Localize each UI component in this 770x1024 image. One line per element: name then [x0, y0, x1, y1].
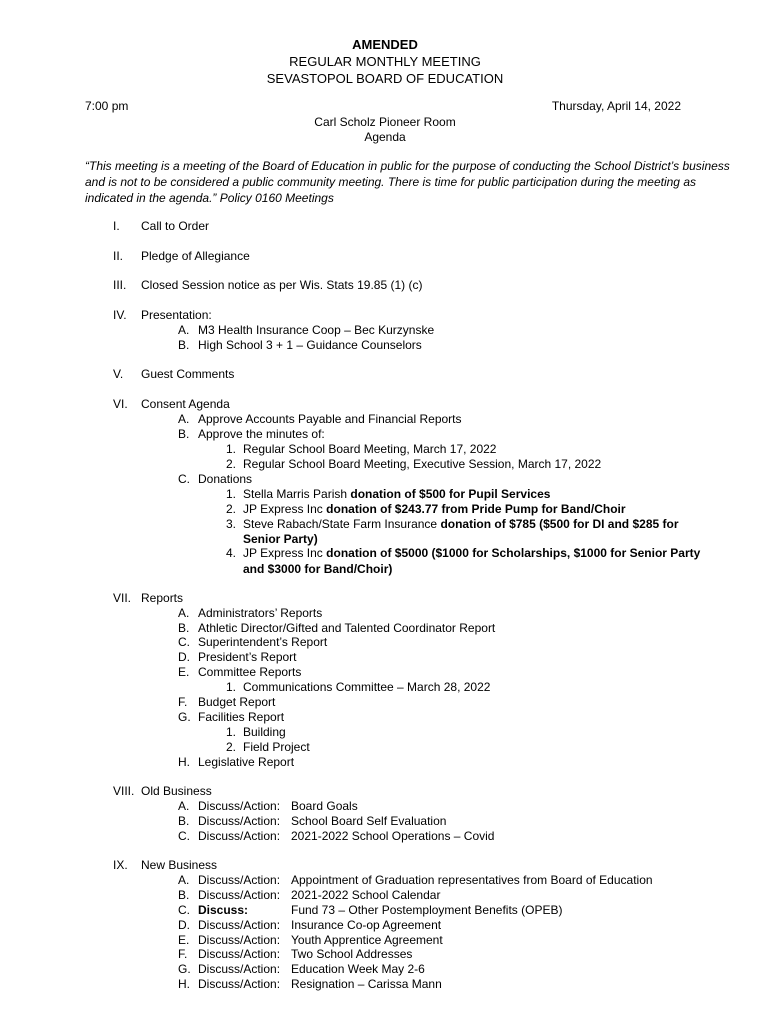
board-name: SEVASTOPOL BOARD OF EDUCATION — [266, 71, 504, 86]
list-item: A. Approve Accounts Payable and Financial Reports — [178, 412, 462, 426]
amended-label: AMENDED — [352, 37, 418, 52]
list-item: C. Discuss/Action: 2021-2022 School Operations – Covid — [178, 829, 495, 843]
donation-item: 2. JP Express Inc donation of $243.77 from Pride Pump for Band/Choir — [226, 502, 626, 516]
section-number: III. — [113, 278, 127, 292]
list-item: A. Discuss/Action: Appointment of Graduation representatives from Board of Education — [178, 873, 653, 887]
section-number: VIII. — [113, 784, 135, 798]
section-number: IX. — [113, 858, 128, 872]
section-old-business: Old Business — [141, 784, 212, 798]
donation-item-continued: Senior Party) — [243, 532, 318, 546]
list-item: B. Athletic Director/Gifted and Talented Coordinator Report — [178, 621, 496, 635]
list-item: B. Discuss/Action: 2021-2022 School Calendar — [178, 888, 441, 902]
list-item: E. Committee Reports — [178, 665, 302, 679]
meeting-title: REGULAR MONTHLY MEETING — [289, 54, 481, 69]
list-item: C. Discuss: Fund 73 – Other Postemployment Benefits (OPEB) — [178, 903, 563, 917]
section-number: VII. — [113, 591, 132, 605]
list-item: D. President’s Report — [178, 650, 297, 664]
list-item: B. Discuss/Action: School Board Self Evaluation — [178, 814, 447, 828]
section-number: IV. — [113, 308, 127, 322]
meeting-time: 7:00 pm — [85, 99, 129, 113]
list-item: 1. Communications Committee – March 28, 2022 — [226, 680, 491, 694]
section-number: V. — [113, 367, 124, 381]
list-item: 1. Regular School Board Meeting, March 17, 2022 — [226, 442, 497, 456]
list-item: A. Administrators’ Reports — [178, 606, 323, 620]
list-item: G. Facilities Report — [178, 710, 285, 724]
list-item: F. Discuss/Action: Two School Addresses — [178, 947, 413, 961]
list-item: C. Superintendent’s Report — [178, 635, 328, 649]
section-call-to-order: Call to Order — [141, 219, 210, 233]
intro-statement: “This meeting is a meeting of the Board of Education in public for the purpose of conducting the School District’s business and is not to be considered a public community meeting. There is time for public participation during the meeting as indicated in the agenda.” Policy 0160 Meetings — [85, 159, 730, 205]
list-item: A. Discuss/Action: Board Goals — [178, 799, 358, 813]
section-guest-comments: Guest Comments — [141, 367, 235, 381]
agenda-label: Agenda — [364, 130, 406, 144]
section-presentation: Presentation: — [141, 308, 212, 322]
meeting-room: Carl Scholz Pioneer Room — [314, 115, 456, 129]
section-pledge: Pledge of Allegiance — [141, 249, 250, 263]
list-item: B. Approve the minutes of: — [178, 427, 325, 441]
list-item: B. High School 3 + 1 – Guidance Counselors — [178, 338, 422, 352]
meeting-date: Thursday, April 14, 2022 — [551, 99, 681, 113]
section-number: II. — [113, 249, 124, 263]
list-item: H. Legislative Report — [178, 755, 295, 769]
list-item: E. Discuss/Action: Youth Apprentice Agreement — [178, 933, 443, 947]
list-item: 2. Field Project — [226, 740, 310, 754]
donation-item: 3. Steve Rabach/State Farm Insurance donation of $785 ($500 for DI and $285 for — [226, 517, 679, 531]
list-item: C. Donations — [178, 472, 253, 486]
list-item: D. Discuss/Action: Insurance Co-op Agreement — [178, 918, 442, 932]
list-item: G. Discuss/Action: Education Week May 2-6 — [178, 962, 425, 976]
donation-item: 4. JP Express Inc donation of $5000 ($1000 for Scholarships, $1000 for Senior Party — [226, 546, 701, 560]
section-new-business: New Business — [141, 858, 218, 872]
donation-item: 1. Stella Marris Parish donation of $500 for Pupil Services — [226, 487, 551, 501]
section-reports: Reports — [141, 591, 184, 605]
section-closed-session: Closed Session notice as per Wis. Stats 19.85 (1) (c) — [141, 278, 423, 292]
list-item: H. Discuss/Action: Resignation – Carissa Mann — [178, 977, 442, 991]
list-item: A. M3 Health Insurance Coop – Bec Kurzynske — [178, 323, 435, 337]
section-consent-agenda: Consent Agenda — [141, 397, 230, 411]
section-number: I. — [113, 219, 120, 233]
list-item: F. Budget Report — [178, 695, 276, 709]
list-item: 1. Building — [226, 725, 286, 739]
list-item: 2. Regular School Board Meeting, Executive Session, March 17, 2022 — [226, 457, 602, 471]
section-number: VI. — [113, 397, 128, 411]
donation-item-continued: and $3000 for Band/Choir) — [243, 562, 393, 576]
